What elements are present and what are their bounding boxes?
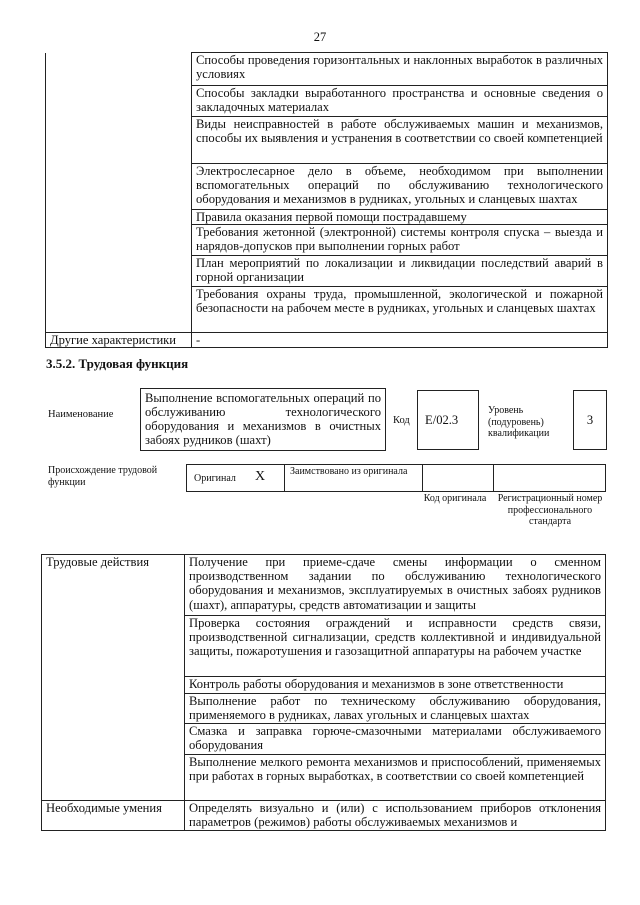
- labor-actions-table: [41, 554, 606, 831]
- action-item: Смазка и заправка горюче-смазочными материалами обслуживаемого оборудования: [185, 724, 606, 755]
- requirement-item: Требования жетонной (электронной) системы контроля спуска – выезда и нарядов-допусков при выполнении горных работ: [192, 225, 608, 256]
- origin-box: [186, 464, 606, 492]
- original-mark: X: [255, 469, 266, 484]
- requirement-item: План мероприятий по локализации и ликвидации последствий аварий в горной организации: [192, 256, 608, 287]
- code-box: [417, 390, 479, 450]
- skills-label: Необходимые умения: [42, 801, 185, 831]
- action-item: Получение при приеме-сдаче смены информации о сменном производственном задании по обслуживанию технологического оборудования и механизмов, эксплуатируемых в очистных забоях рудников (шахт), аппаратуры, средств автоматизации и защиты: [185, 555, 606, 616]
- name-label: Наименование: [48, 409, 114, 420]
- function-name-value: Выполнение вспомогательных операций по обслуживанию технологического оборудования и механизмов в очистных забоях рудников (шахт): [145, 391, 381, 447]
- action-item: Выполнение мелкого ремонта механизмов и приспособлений, применяемых при работах в горных выработках, в соответствии со своей компетенцией: [185, 755, 606, 801]
- origin-divider: [493, 465, 494, 491]
- origin-label: Происхождение трудовой функции: [48, 465, 158, 488]
- origin-divider: [284, 465, 285, 491]
- code-value: E/02.3: [425, 413, 459, 427]
- requirement-item: Способы закладки выработанного пространства и основные сведения о закладочных материалах: [192, 86, 608, 117]
- action-item: Проверка состояния ограждений и исправности средств связи, производственной сигнализации, средств коллективной и индивидуальной защиты, пожаротушения и газозащитной аппаратуры на рабочем участке: [185, 616, 606, 677]
- origin-divider: [422, 465, 423, 491]
- requirement-item: Виды неисправностей в работе обслуживаемых машин и механизмов, способы их выявления и устранения в соответствии со своей компетенцией: [192, 117, 608, 164]
- code-label: Код: [393, 415, 410, 426]
- requirement-item: Требования охраны труда, промышленной, экологической и пожарной безопасности на рабочем месте в рудниках, угольных и сланцевых шахтах: [192, 287, 608, 333]
- action-item: Контроль работы оборудования и механизмов в зоне ответственности: [185, 677, 606, 694]
- page-number: 27: [313, 30, 327, 44]
- level-label: Уровень (подуровень) квалификации: [488, 405, 550, 439]
- section-title: 3.5.2. Трудовая функция: [46, 356, 189, 371]
- level-box: [573, 390, 607, 450]
- original-label: Оригинал: [194, 473, 236, 484]
- other-characteristics-value: -: [192, 333, 608, 348]
- reg-caption: Регистрационный номер профессионального стандарта: [497, 493, 603, 527]
- function-name-box: [140, 388, 386, 451]
- code-caption: Код оригинала: [423, 493, 487, 504]
- skill-item: Определять визуально и (или) с использованием приборов отклонения параметров (режимов) работы обслуживаемых механизмов и: [185, 801, 606, 831]
- level-value: 3: [586, 413, 594, 427]
- requirements-table: [45, 52, 608, 348]
- actions-label: Трудовые действия: [42, 555, 185, 801]
- blank-label-cell: [46, 53, 192, 333]
- action-item: Выполнение работ по техническому обслуживанию оборудования, применяемого в рудниках, лавах угольных и сланцевых шахтах: [185, 694, 606, 724]
- requirement-item: Правила оказания первой помощи пострадавшему: [192, 210, 608, 225]
- borrowed-label: Заимствовано из оригинала: [290, 466, 408, 477]
- other-characteristics-label: Другие характеристики: [46, 333, 192, 348]
- requirement-item: Электрослесарное дело в объеме, необходимом при выполнении вспомогательных операций по обслуживанию технологического оборудования и механизмов в рудниках, угольных и сланцевых шахтах: [192, 164, 608, 210]
- requirement-item: Способы проведения горизонтальных и наклонных выработок в различных условиях: [192, 53, 608, 86]
